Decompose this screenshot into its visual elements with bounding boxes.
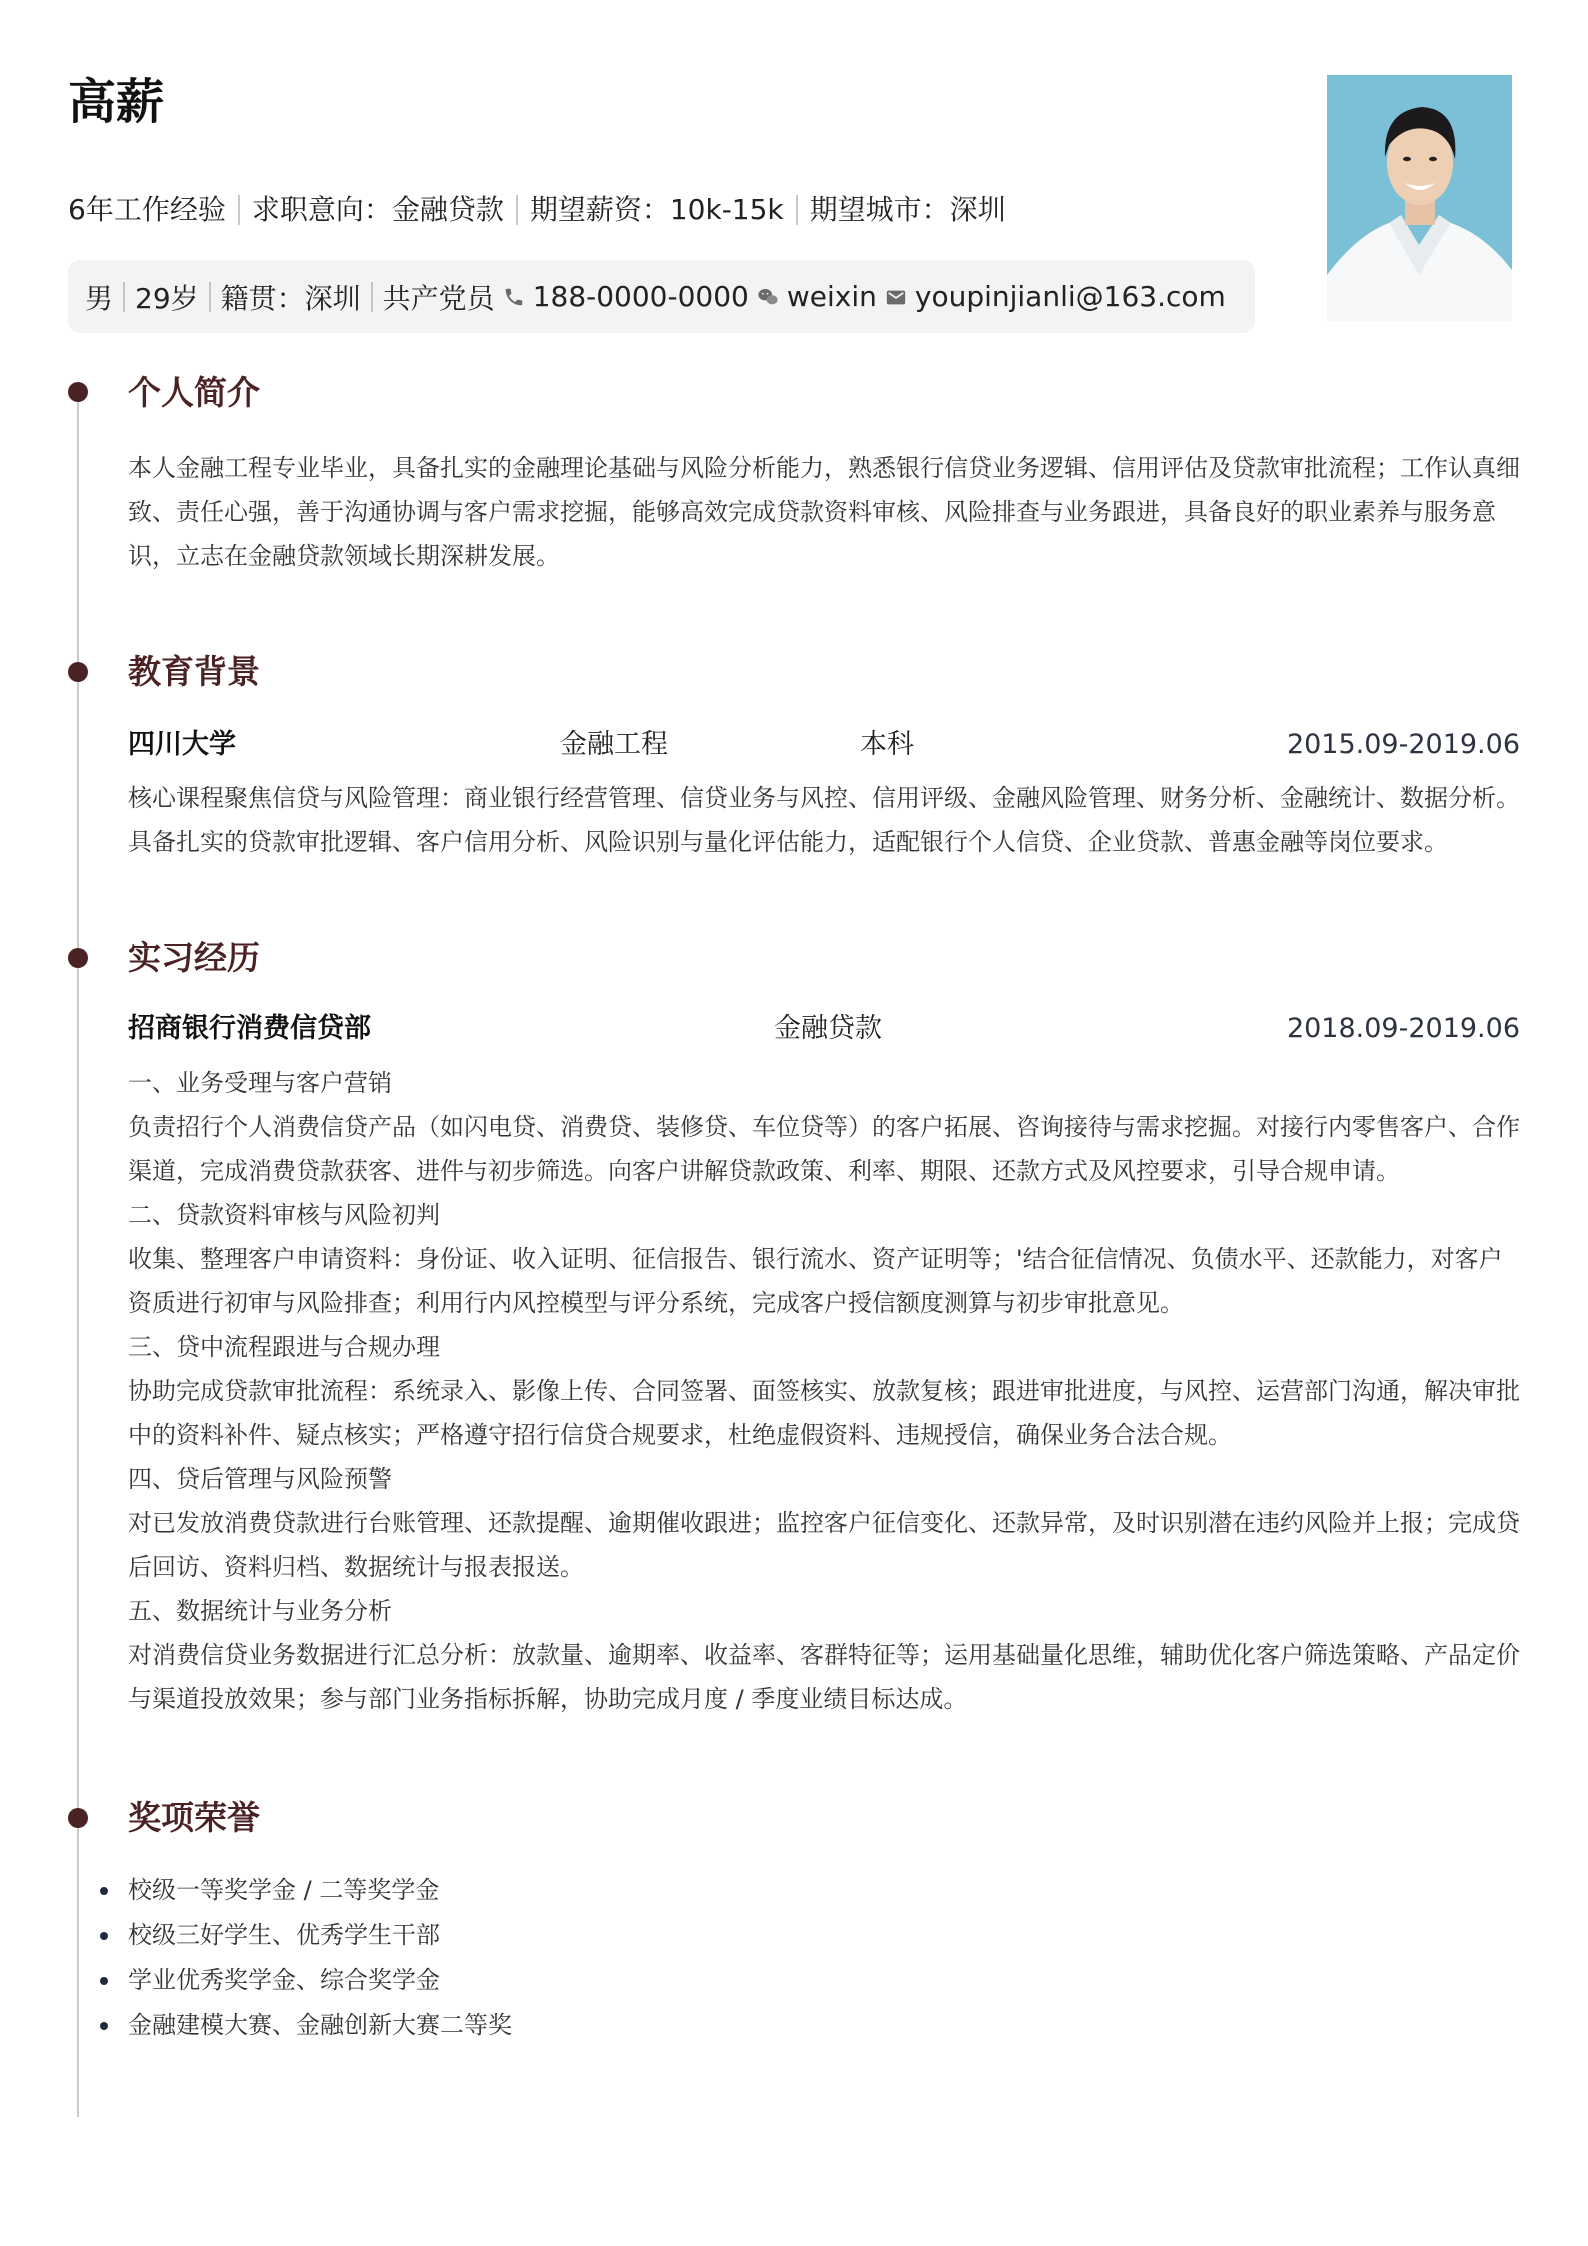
profile-photo <box>1327 75 1512 321</box>
award-item: 金融建模大赛、金融创新大赛二等奖 <box>128 2003 512 2048</box>
course-line: 具备扎实的贷款审批逻辑、客户信用分析、风险识别与量化评估能力，适配银行个人信贷、企业贷款、普惠金融等岗位要求。 <box>128 828 1448 856</box>
internship-period: 2018.09-2019.06 <box>1286 1013 1520 1044</box>
detail-line: 资质进行初审与风险排查；利用行内风控模型与评分系统，完成客户授信额度测算与初步审批意见。 <box>128 1289 1184 1317</box>
detail-heading: 二、贷款资料审核与风险初判 <box>128 1201 440 1229</box>
award-item: 校级一等奖学金 / 二等奖学金 <box>128 1868 512 1913</box>
wechat-id[interactable]: weixin <box>786 280 877 313</box>
experience-years: 6年工作经验 <box>68 193 226 226</box>
internship-entry-header <box>128 1007 1520 1051</box>
portrait-image <box>1327 75 1512 321</box>
detail-line: 与渠道投放效果；参与部门业务指标拆解，协助完成月度 / 季度业绩目标达成。 <box>128 1685 968 1713</box>
hometown: 籍贯：深圳 <box>220 281 361 315</box>
personal-info-bar <box>68 260 1255 333</box>
degree: 本科 <box>860 729 914 760</box>
section-title-summary: 个人简介 <box>128 373 260 412</box>
section-dot-icon <box>68 662 88 682</box>
education-courses <box>128 776 1533 864</box>
divider <box>123 282 125 312</box>
summary-line: 致、责任心强，善于沟通协调与客户需求挖掘，能够高效完成贷款资料审核、风险排查与业务跟进，具备良好的职业素养与服务意 <box>128 498 1496 526</box>
company-name: 招商银行消费信贷部 <box>128 1013 371 1044</box>
job-intention: 求职意向：金融贷款 <box>251 193 504 226</box>
school-name: 四川大学 <box>128 729 236 760</box>
education-period: 2015.09-2019.06 <box>1286 729 1520 760</box>
award-item: 校级三好学生、优秀学生干部 <box>128 1913 512 1958</box>
phone-number[interactable]: 188-0000-0000 <box>532 280 749 313</box>
education-entry-header <box>128 723 1520 767</box>
award-item: 学业优秀奖学金、综合奖学金 <box>128 1958 512 2003</box>
summary-text <box>128 446 1533 578</box>
detail-line: 中的资料补件、疑点核实；严格遵守招行信贷合规要求，杜绝虚假资料、违规授信，确保业务合法合规。 <box>128 1421 1232 1449</box>
expected-salary: 期望薪资：10k-15k <box>529 193 784 226</box>
email-address[interactable]: youpinjianli@163.com <box>914 280 1226 313</box>
course-line: 核心课程聚焦信贷与风险管理：商业银行经营管理、信贷业务与风控、信用评级、金融风险管理、财务分析、金融统计、数据分析。 <box>128 784 1520 812</box>
section-dot-icon <box>68 948 88 968</box>
candidate-name: 高薪 <box>68 74 165 130</box>
summary-line: 本人金融工程专业毕业，具备扎实的金融理论基础与风险分析能力，熟悉银行信贷业务逻辑、信用评估及贷款审批流程；工作认真细 <box>128 454 1520 482</box>
political-status: 共产党员 <box>382 281 495 315</box>
internship-role: 金融贷款 <box>774 1013 882 1044</box>
detail-line: 负责招行个人消费信贷产品（如闪电贷、消费贷、装修贷、车位贷等）的客户拓展、咨询接待与需求挖掘。对接行内零售客户、合作 <box>128 1113 1520 1141</box>
awards-list <box>128 1868 512 2048</box>
section-dot-icon <box>68 1808 88 1828</box>
timeline-line <box>77 392 79 2117</box>
expected-city: 期望城市：深圳 <box>809 193 1006 226</box>
internship-details <box>128 1061 1533 1721</box>
detail-line: 渠道，完成消费贷款获客、进件与初步筛选。向客户讲解贷款政策、利率、期限、还款方式及风控要求，引导合规申请。 <box>128 1157 1400 1185</box>
section-title-internship: 实习经历 <box>128 938 260 977</box>
divider <box>516 195 518 225</box>
detail-line: 协助完成贷款审批流程：系统录入、影像上传、合同签署、面签核实、放款复核；跟进审批进度，与风控、运营部门沟通，解决审批 <box>128 1377 1520 1405</box>
job-meta-line <box>68 190 1006 230</box>
divider <box>796 195 798 225</box>
detail-line: 对已发放消费贷款进行台账管理、还款提醒、逾期催收跟进；监控客户征信变化、还款异常，及时识别潜在违约风险并上报；完成贷 <box>128 1509 1520 1537</box>
mail-icon <box>883 284 909 310</box>
detail-line: 收集、整理客户申请资料：身份证、收入证明、征信报告、银行流水、资产证明等；'结合征信情况、负债水平、还款能力，对客户 <box>128 1245 1503 1273</box>
age: 29岁 <box>135 281 199 315</box>
gender: 男 <box>85 281 114 315</box>
detail-heading: 五、数据统计与业务分析 <box>128 1597 392 1625</box>
divider <box>209 282 211 312</box>
phone-icon <box>501 284 527 310</box>
section-dot-icon <box>68 382 88 402</box>
section-title-awards: 奖项荣誉 <box>128 1798 260 1837</box>
divider <box>371 282 373 312</box>
wechat-icon <box>755 284 781 310</box>
section-title-education: 教育背景 <box>128 652 260 691</box>
summary-line: 识，立志在金融贷款领域长期深耕发展。 <box>128 542 560 570</box>
detail-heading: 四、贷后管理与风险预警 <box>128 1465 392 1493</box>
detail-line: 后回访、资料归档、数据统计与报表报送。 <box>128 1553 584 1581</box>
detail-line: 对消费信贷业务数据进行汇总分析：放款量、逾期率、收益率、客群特征等；运用基础量化思维，辅助优化客户筛选策略、产品定价 <box>128 1641 1520 1669</box>
divider <box>238 195 240 225</box>
major: 金融工程 <box>560 729 668 760</box>
detail-heading: 三、贷中流程跟进与合规办理 <box>128 1333 440 1361</box>
detail-heading: 一、业务受理与客户营销 <box>128 1069 392 1097</box>
